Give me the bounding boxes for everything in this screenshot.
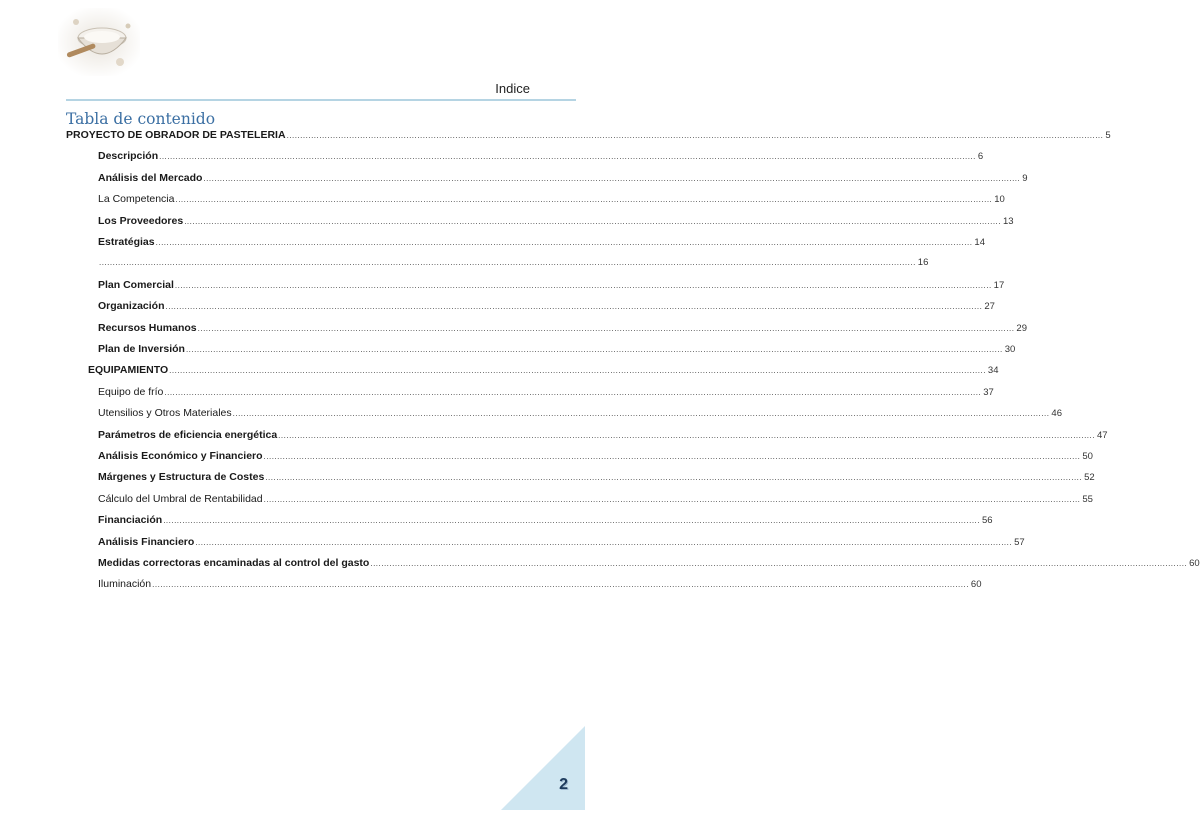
toc-entry-page: 60 — [1189, 558, 1200, 569]
toc-entry-label: Márgenes y Estructura de Costes — [98, 471, 265, 484]
toc-entry-page: 6 — [977, 151, 984, 163]
toc-entry-label: Medidas correctoras encaminadas al control del gasto — [98, 557, 370, 569]
toc-leader-dots: ............................................................................................................................................................................................................................................................................................................ — [370, 559, 1188, 568]
toc-leader-dots: ............................................................................................................................................................................................................................................................................................................ — [159, 152, 976, 162]
toc-entry-page: 60 — [970, 579, 982, 591]
toc-entry-page: 14 — [974, 237, 985, 248]
toc-entry-page: 13 — [1003, 215, 1014, 227]
toc-entry[interactable] — [98, 340, 1016, 358]
toc-entry-page: 10 — [994, 194, 1005, 206]
toc-entry[interactable] — [98, 575, 982, 593]
toc-entry-page: 9 — [1022, 172, 1028, 184]
toc-entry-page: 34 — [987, 365, 999, 377]
toc-entry[interactable] — [98, 319, 1027, 337]
toc-leader-dots: ............................................................................................................................................................................................................................................................................................................ — [165, 302, 983, 312]
toc-leader-dots: ............................................................................................................................................................................................................................................................................................................ — [263, 452, 1081, 461]
toc-entry[interactable] — [98, 404, 1062, 422]
toc-leader-dots: ............................................................................................................................................................................................................................................................................................................ — [155, 238, 973, 247]
toc-entry-page: 29 — [1016, 322, 1027, 334]
toc-entry-page: 50 — [1082, 451, 1093, 462]
toc-entry-label: Plan Comercial — [98, 278, 174, 291]
toc-leader-dots: ............................................................................................................................................................................................................................................................................................................ — [152, 580, 969, 590]
toc-entry[interactable] — [98, 190, 1005, 208]
toc-entry-label: La Competencia — [98, 193, 175, 206]
page-number: 2 — [559, 776, 568, 793]
toc-leader-dots: ............................................................................................................................................................................................................................................................................................................ — [184, 216, 1001, 226]
toc-leader-dots: ............................................................................................................................................................................................................................................................................................................ — [232, 409, 1050, 419]
toc-entry-label: Análisis Financiero — [98, 535, 195, 548]
toc-leader-dots: ............................................................................................................................................................................................................................................................................................................ — [169, 366, 986, 376]
header-rule — [66, 99, 576, 101]
toc-entry-page: 30 — [1004, 344, 1016, 355]
toc-entry[interactable] — [98, 297, 995, 315]
toc-leader-dots: ............................................................................................................................................................................................................................................................................................................ — [278, 430, 1095, 440]
toc-entry[interactable] — [98, 233, 985, 251]
toc-leader-dots: ............................................................................................................................................................................................................................................................................................................ — [99, 258, 916, 268]
toc-entry[interactable] — [98, 276, 1005, 294]
toc-leader-dots: ............................................................................................................................................................................................................................................................................................................ — [164, 387, 982, 397]
toc-entry[interactable] — [98, 147, 984, 165]
toc-entry[interactable] — [98, 447, 1093, 465]
toc-leader-dots: ............................................................................................................................................................................................................................................................................................................ — [185, 345, 1003, 354]
toc-entry-label: Iluminación — [98, 578, 152, 591]
toc-leader-dots: ............................................................................................................................................................................................................................................................................................................ — [197, 323, 1015, 333]
toc-entry[interactable] — [66, 126, 1111, 144]
toc-entry-page: 5 — [1105, 130, 1111, 141]
toc-leader-dots: ............................................................................................................................................................................................................................................................................................................ — [286, 131, 1104, 140]
toc-entry-page: 52 — [1084, 472, 1095, 484]
toc-entry[interactable] — [98, 254, 929, 272]
toc-entry-label: Parámetros de eficiencia energética — [98, 428, 278, 441]
toc-entry[interactable] — [98, 212, 1014, 230]
toc-entry-label: Recursos Humanos — [98, 321, 197, 334]
toc-entry-label: Los Proveedores — [98, 214, 184, 227]
toc-entry-page: 27 — [984, 301, 995, 313]
toc-leader-dots: ............................................................................................................................................................................................................................................................................................................ — [265, 473, 1083, 483]
toc-entry-label: Descripción — [98, 150, 159, 163]
toc-entry-label: Plan de Inversión — [98, 343, 185, 355]
toc-entry[interactable] — [98, 468, 1095, 486]
header-title: Indice — [495, 81, 530, 96]
toc-leader-dots: ............................................................................................................................................................................................................................................................................................................ — [203, 173, 1021, 183]
toc-entry-page: 56 — [981, 515, 993, 527]
pastry-bowl-logo — [58, 8, 140, 76]
toc-entry-label: Análisis Económico y Financiero — [98, 450, 263, 462]
toc-entry[interactable] — [98, 426, 1108, 444]
toc-leader-dots: ............................................................................................................................................................................................................................................................................................................ — [163, 516, 980, 526]
toc-entry-label: Estratégias — [98, 236, 155, 248]
toc-entry-label: PROYECTO DE OBRADOR DE PASTELERIA — [66, 129, 286, 141]
toc-leader-dots: ............................................................................................................................................................................................................................................................................................................ — [263, 494, 1081, 504]
toc-entry-page: 55 — [1082, 493, 1093, 505]
toc-entry-label: Equipo de frío — [98, 385, 164, 398]
toc-entry-page: 46 — [1051, 408, 1062, 420]
toc-entry[interactable] — [98, 554, 1200, 572]
toc-heading: Tabla de contenido — [66, 110, 216, 128]
toc-entry-page: 57 — [1014, 536, 1025, 548]
toc-entry[interactable] — [98, 490, 1093, 508]
toc-entry[interactable] — [98, 383, 994, 401]
toc-entry[interactable] — [88, 361, 999, 379]
toc-entry-page: 16 — [917, 257, 929, 269]
toc-entry[interactable] — [98, 533, 1025, 551]
toc-entry-label: Análisis del Mercado — [98, 171, 203, 184]
corner-decoration — [501, 726, 585, 810]
toc-entry-label: Cálculo del Umbral de Rentabilidad — [98, 492, 263, 505]
toc-leader-dots: ............................................................................................................................................................................................................................................................................................................ — [175, 195, 993, 205]
toc-entry-page: 17 — [993, 279, 1005, 291]
toc-entry-page: 37 — [983, 386, 994, 398]
toc-leader-dots: ............................................................................................................................................................................................................................................................................................................ — [174, 280, 992, 290]
toc-entry-label: Organización — [98, 300, 165, 313]
toc-leader-dots: ............................................................................................................................................................................................................................................................................................................ — [195, 537, 1013, 547]
toc-entry[interactable] — [98, 169, 1028, 187]
toc-entry-label: Utensilios y Otros Materiales — [98, 407, 232, 420]
toc-entry-label: Financiación — [98, 514, 163, 527]
toc-entry[interactable] — [98, 511, 993, 529]
toc-entry-label: EQUIPAMIENTO — [88, 364, 169, 377]
toc-entry-page: 47 — [1096, 429, 1108, 441]
